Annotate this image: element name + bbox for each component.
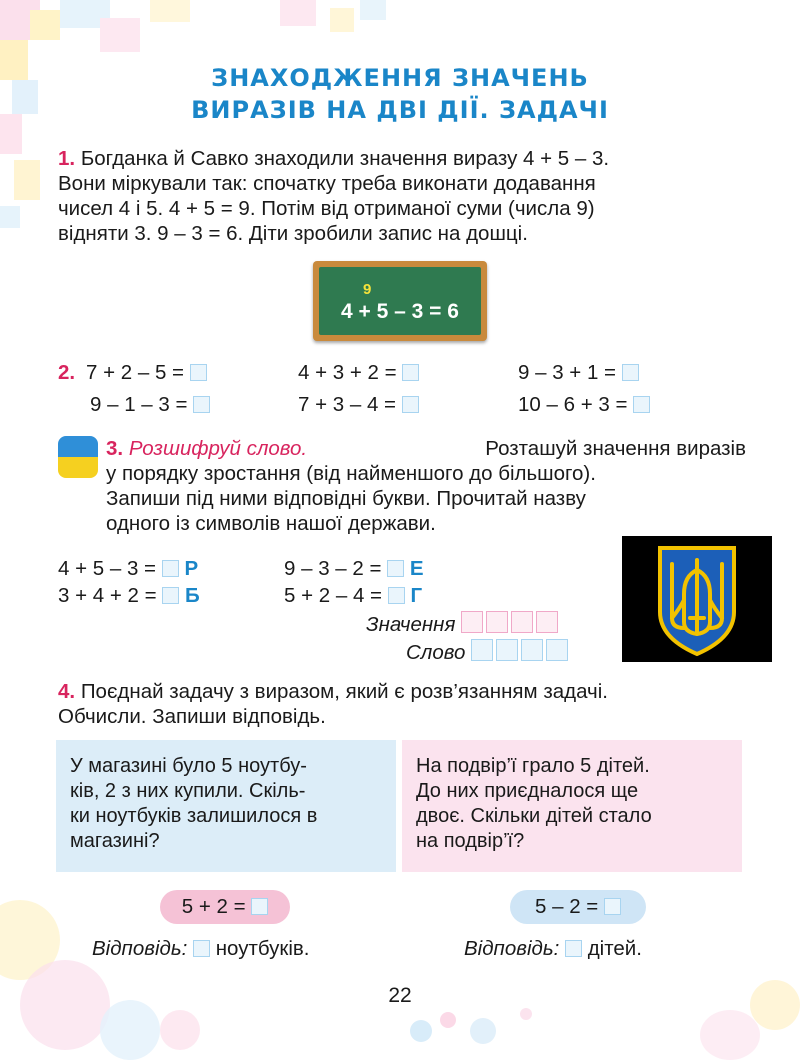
task4-line-2: Обчисли. Запиши відповідь. xyxy=(58,705,326,728)
values-row xyxy=(366,611,558,637)
ukraine-flag-icon xyxy=(58,436,98,478)
task1-line-2: Вони міркували так: спочатку треба виконати додавання xyxy=(58,172,596,195)
task1-number: 1. xyxy=(58,147,76,170)
chalkboard xyxy=(313,261,487,341)
task2-expr-2-3: 10 – 6 + 3 = xyxy=(518,392,650,417)
word-box[interactable] xyxy=(496,639,518,661)
page-title xyxy=(0,62,800,126)
answer-box[interactable] xyxy=(162,587,179,604)
task3-expr-4: 5 + 2 – 4 = Г xyxy=(284,584,423,607)
answer-label: Відповідь: xyxy=(92,937,188,960)
task3-text xyxy=(106,436,746,536)
task4-text xyxy=(58,679,608,729)
value-box[interactable] xyxy=(461,611,483,633)
answer-label: Відповідь: xyxy=(464,937,560,960)
answer-box[interactable] xyxy=(604,898,621,915)
task2-expr-1-2: 4 + 3 + 2 = xyxy=(298,360,419,385)
page-number: 22 xyxy=(388,984,412,1007)
coat-of-arms-image xyxy=(622,536,772,662)
task4-line-1: Поєднай задачу з виразом, який є розв’язанням задачі. xyxy=(80,680,608,703)
word-row xyxy=(406,639,568,665)
task2-expr-2-1: 9 – 1 – 3 = xyxy=(90,392,210,417)
task2-expr-1-1: 7 + 2 – 5 = xyxy=(86,360,207,385)
answer-box[interactable] xyxy=(190,364,207,381)
task3-instruction: Розшифруй слово. xyxy=(128,437,308,460)
task3-line-2: у порядку зростання (від найменшого до більшого). xyxy=(106,462,596,485)
value-box[interactable] xyxy=(486,611,508,633)
task1-text xyxy=(58,146,609,246)
answer-box[interactable] xyxy=(565,940,582,957)
answer-box[interactable] xyxy=(193,940,210,957)
task3-line-3: Запиши під ними відповідні букви. Прочитай назву xyxy=(106,487,586,510)
task2-row-1 xyxy=(58,360,75,385)
task2-expr-1-3: 9 – 3 + 1 = xyxy=(518,360,639,385)
word-box[interactable] xyxy=(546,639,568,661)
answer-box[interactable] xyxy=(388,587,405,604)
word-box[interactable] xyxy=(471,639,493,661)
task2-number: 2. xyxy=(58,361,76,384)
task3-line-4: одного із символів нашої держави. xyxy=(106,512,436,535)
answer-box[interactable] xyxy=(622,364,639,381)
values-label: Значення xyxy=(366,613,456,636)
problem-card-left: У магазині було 5 ноутбу- ків, 2 з них купили. Скіль- ки ноутбуків залишилося в магазині? xyxy=(56,740,396,872)
task3-line-1-rest: Розташуй значення виразів xyxy=(485,437,746,460)
word-label: Слово xyxy=(406,641,466,664)
task3-expr-2: 9 – 3 – 2 = Е xyxy=(284,557,424,580)
answer-box[interactable] xyxy=(193,396,210,413)
answer-right: Відповідь: дітей. xyxy=(464,937,642,960)
task1-line-3: чисел 4 і 5. 4 + 5 = 9. Потім від отриманої суми (числа 9) xyxy=(58,197,595,220)
answer-box[interactable] xyxy=(251,898,268,915)
answer-box[interactable] xyxy=(402,396,419,413)
title-line-2: ВИРАЗІВ НА ДВІ ДІЇ. ЗАДАЧІ xyxy=(191,96,609,124)
task4-number: 4. xyxy=(58,680,76,703)
value-box[interactable] xyxy=(536,611,558,633)
board-superscript: 9 xyxy=(363,281,372,298)
value-box[interactable] xyxy=(511,611,533,633)
answer-left: Відповідь: ноутбуків. xyxy=(92,937,310,960)
task3-expr-3: 3 + 4 + 2 = Б xyxy=(58,584,200,607)
answer-box[interactable] xyxy=(402,364,419,381)
answer-box[interactable] xyxy=(162,560,179,577)
task1-line-1: Богданка й Савко знаходили значення виразу 4 + 5 – 3. xyxy=(80,147,610,170)
problem-card-right: На подвір’ї грало 5 дітей. До них приєдналося ще двоє. Скільки дітей стало на подвір’ї? xyxy=(402,740,742,872)
expression-pill-left: 5 + 2 = xyxy=(160,890,290,924)
task1-line-4: відняти 3. 9 – 3 = 6. Діти зробили запис на дошці. xyxy=(58,222,528,245)
task3-expr-1: 4 + 5 – 3 = Р xyxy=(58,557,199,580)
answer-box[interactable] xyxy=(633,396,650,413)
expression-pill-right: 5 – 2 = xyxy=(510,890,646,924)
task3-number: 3. xyxy=(106,437,124,460)
task2-expr-2-2: 7 + 3 – 4 = xyxy=(298,392,419,417)
board-equation: 4 + 5 – 3 = 6 xyxy=(341,300,459,323)
title-line-1: ЗНАХОДЖЕННЯ ЗНАЧЕНЬ xyxy=(211,64,589,92)
answer-box[interactable] xyxy=(387,560,404,577)
word-box[interactable] xyxy=(521,639,543,661)
